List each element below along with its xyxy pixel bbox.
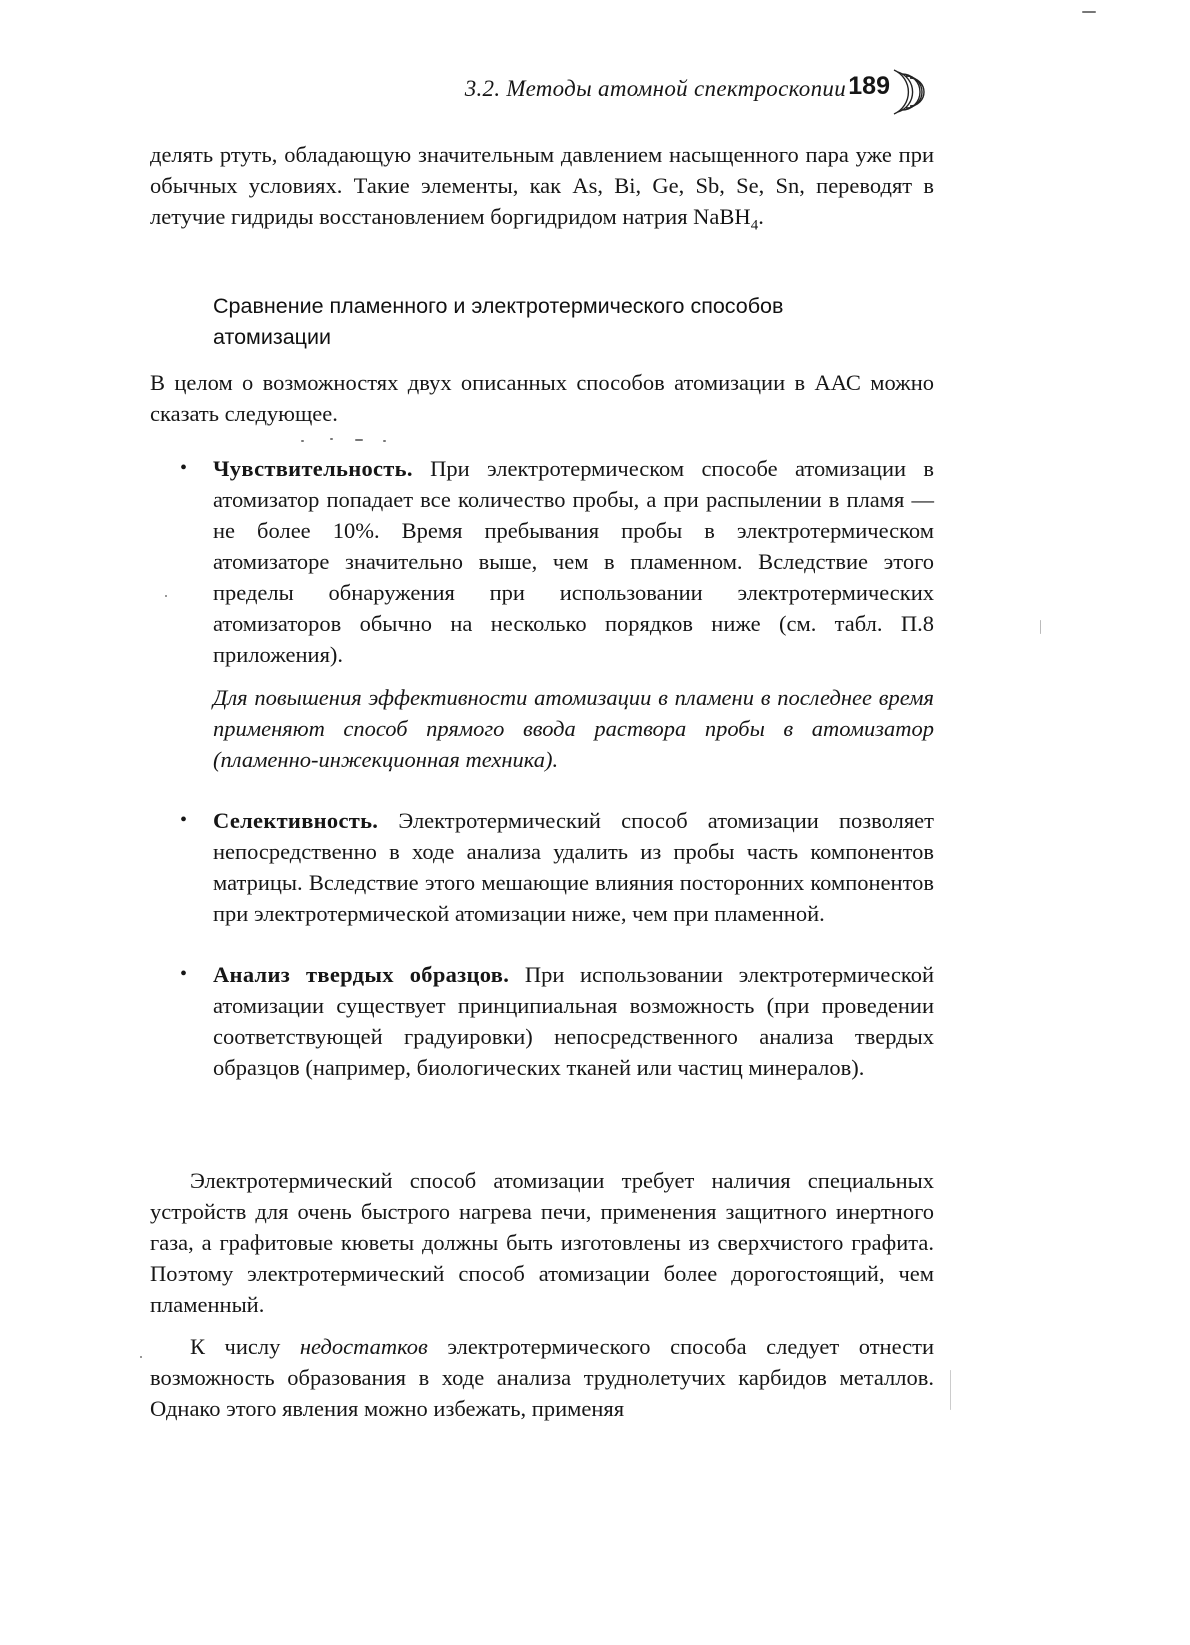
scan-speck <box>1040 620 1041 634</box>
scan-speck <box>355 439 363 441</box>
intro-subscript: 4 <box>750 217 759 234</box>
bullet-dot-icon: • <box>180 963 188 985</box>
bullet-text: При использовании электротермической атомизации существует принципиальная возможность (при проведении соответствующей градуировки) непосредственного анализа твердых образцов (например, биологических тканей или частиц минералов). <box>213 962 934 1080</box>
bullet-term: Анализ твердых образцов. <box>213 962 510 987</box>
drawbacks-text: электротермического способа следует отнести возможность образования в ходе анализа труднолетучих карбидов металлов. Однако этого явления можно избежать, применяя <box>150 1334 934 1421</box>
bullet-dot-icon: • <box>180 809 188 831</box>
bullet-text: При электротермическом способе атомизации в атомизатор попадает все количество пробы, а при распылении в пламя — не более 10%. Время пребывания пробы в электротермическом атомизаторе значительно выше, чем в пламенном. Вследствие этого пределы обнаружения при использовании электротермических атомизаторов обычно на несколько порядков ниже (см. табл. П.8 приложения). <box>213 456 934 667</box>
bullet-dot-icon: • <box>180 457 188 479</box>
running-header <box>150 72 934 112</box>
intro-tail: . <box>758 204 764 229</box>
bullet-body <box>213 959 934 1083</box>
lead-paragraph: В целом о возможностях двух описанных способов атомизации в ААС можно сказать следующее. <box>150 370 934 426</box>
page-number-ornament-icon <box>890 66 930 118</box>
scan-speck <box>165 595 167 597</box>
intro-text: делять ртуть, обладающую значительным давлением насыщенного пара уже при обычных условиях. Такие элементы, как As, Bi, Ge, Sb, Se, Sn, переводят в летучие гидриды восстановлением боргидридом натрия NaBH <box>150 142 934 229</box>
drawbacks-emphasis: недостатков <box>299 1334 428 1359</box>
bullet-body <box>213 805 934 929</box>
scan-speck <box>140 1356 142 1358</box>
section-heading: Сравнение пламенного и электротермического способов атомизации <box>213 294 784 349</box>
scan-speck <box>330 438 333 440</box>
scan-speck <box>301 440 304 442</box>
intro-paragraph <box>150 139 934 242</box>
running-header-title: 3.2. Методы атомной спектроскопии <box>464 76 846 101</box>
drawbacks-lead: К числу <box>190 1334 300 1359</box>
scan-speck <box>383 440 386 442</box>
scan-speck <box>950 1370 951 1410</box>
bullet-term: Селективность. <box>213 808 379 833</box>
bullet-text: Электротермический способ атомизации позволяет непосредственно в ходе анализа удалить из пробы часть компонентов матрицы. Вследствие этого мешающие влияния посторонних компонентов при электротермической атомизации ниже, чем при пламенной. <box>213 808 934 926</box>
bullet-item-selectivity <box>150 805 934 929</box>
bullet-item-sensitivity <box>150 453 934 775</box>
page-number: 189 <box>848 72 890 100</box>
cost-paragraph: Электротермический способ атомизации требует наличия специальных устройств для очень быстрого нагрева печи, применения защитного инертного газа, а графитовые кюветы должны быть изготовлены из сверхчистого графита. Поэтому электротермический способ атомизации более дорогостоящий, чем пламенный. <box>150 1168 934 1317</box>
drawbacks-paragraph <box>150 1331 934 1424</box>
bullet-item-solid-samples <box>150 959 934 1083</box>
bullet-body <box>213 453 934 670</box>
scan-speck <box>1082 11 1096 13</box>
bullet-list <box>150 453 934 1083</box>
bullet-term: Чувствительность. <box>213 456 413 481</box>
bullet-note: Для повышения эффективности атомизации в пламени в последнее время применяют способ прямого ввода раствора пробы в атомизатор (пламенно-инжекционная техника). <box>213 685 934 772</box>
